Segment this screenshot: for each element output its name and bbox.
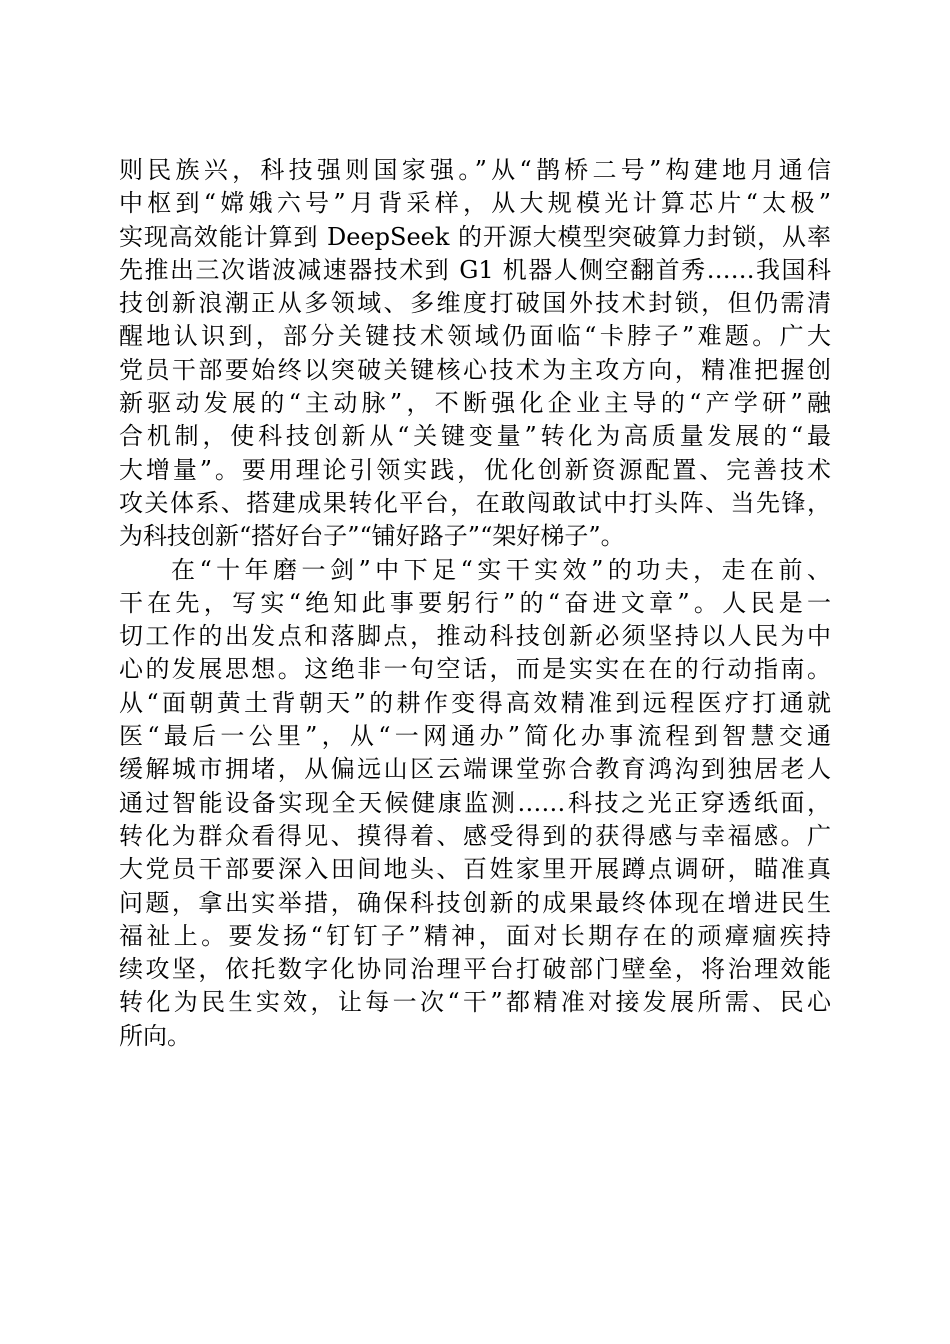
paragraph-2-line: 在“十年磨一剑”中下足“实干实效”的功夫，走在前、	[171, 555, 831, 584]
paragraph-1-line: 党员干部要始终以突破关键核心技术为主攻方向，精准把握创	[119, 355, 831, 384]
paragraph-2-line: 所向。	[119, 1021, 191, 1050]
paragraph-1-line: 则民族兴，科技强则国家强。”从“鹊桥二号”构建地月通信	[119, 156, 831, 184]
paragraph-1-line: 大增量”。要用理论引领实践，优化创新资源配置、完善技术	[119, 455, 831, 484]
paragraph-2-line: 从“面朝黄土背朝天”的耕作变得高效精准到远程医疗打通就	[119, 688, 831, 717]
paragraph-2-line: 续攻坚，依托数字化协同治理平台打破部门壁垒，将治理效能	[119, 955, 831, 984]
paragraph-2-line: 切工作的出发点和落脚点，推动科技创新必须坚持以人民为中	[119, 622, 831, 651]
paragraph-1-line: 中枢到“嫦娥六号”月背采样，从大规模光计算芯片“太极”	[119, 189, 831, 218]
paragraph-2-line: 福祉上。要发扬“钉钉子”精神，面对长期存在的顽瘴痼疾持	[119, 921, 831, 950]
paragraph-1-line: 先推出三次谐波减速器技术到 G1 机器人侧空翻首秀……我国科	[119, 255, 831, 284]
paragraph-1-line: 新驱动发展的“主动脉”，不断强化企业主导的“产学研”融	[119, 389, 831, 418]
paragraph-2-line: 问题，拿出实举措，确保科技创新的成果最终体现在增进民生	[119, 888, 831, 917]
paragraph-1-line: 攻关体系、搭建成果转化平台，在敢闯敢试中打头阵、当先锋，	[119, 488, 831, 517]
paragraph-2-line: 转化为民生实效，让每一次“干”都精准对接发展所需、民心	[119, 988, 831, 1017]
paragraph-2-line: 心的发展思想。这绝非一句空话，而是实实在在的行动指南。	[119, 655, 831, 684]
paragraph-2-line: 缓解城市拥堵，从偏远山区云端课堂弥合教育鸿沟到独居老人	[119, 755, 831, 784]
paragraph-1-line: 技创新浪潮正从多领域、多维度打破国外技术封锁，但仍需清	[119, 289, 831, 318]
paragraph-2-line: 干在先，写实“绝知此事要躬行”的“奋进文章”。人民是一	[119, 588, 831, 617]
paragraph-1-line: 实现高效能计算到 DeepSeek 的开源大模型突破算力封锁，从率	[119, 222, 831, 251]
paragraph-2-line: 转化为群众看得见、摸得着、感受得到的获得感与幸福感。广	[119, 821, 831, 850]
paragraph-1-line: 合机制，使科技创新从“关键变量”转化为高质量发展的“最	[119, 422, 831, 451]
paragraph-2-line: 通过智能设备实现全天候健康监测……科技之光正穿透纸面，	[119, 788, 831, 817]
paragraph-1-line: 为科技创新“搭好台子”“铺好路子”“架好梯子”。	[119, 522, 625, 551]
paragraph-2-line: 大党员干部要深入田间地头、百姓家里开展蹲点调研，瞄准真	[119, 855, 831, 884]
body-text	[119, 154, 831, 1053]
paragraph-1-line: 醒地认识到，部分关键技术领域仍面临“卡脖子”难题。广大	[119, 322, 831, 351]
paragraph-2-line: 医“最后一公里”，从“一网通办”简化办事流程到智慧交通	[119, 722, 831, 751]
